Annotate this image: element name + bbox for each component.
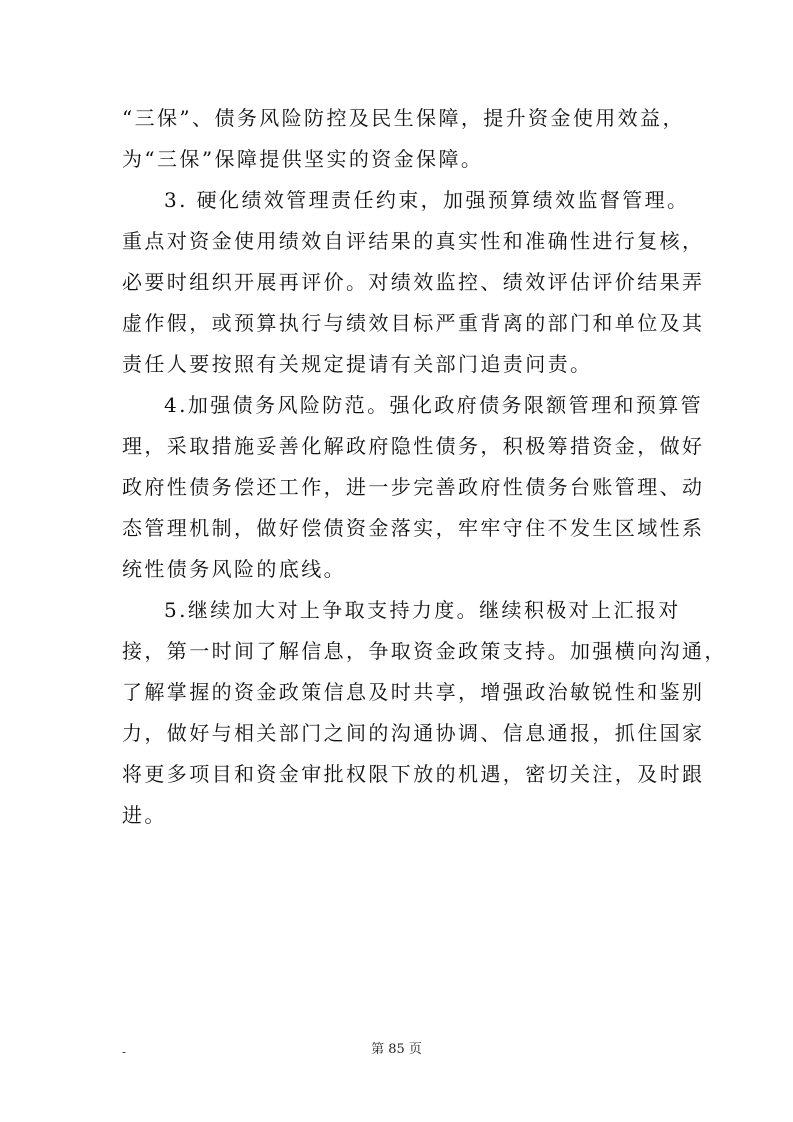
text-line: “三保”、债务风险防控及民生保障，提升资金使用效益， [122,106,685,130]
text-line: 必要时组织开展再评价。对绩效监控、绩效评估评价结果弄 [122,270,705,294]
section-3-heading-line: 3. 硬化绩效管理责任约束，加强预算绩效监督管理。 [164,188,690,212]
text-line: 进。 [122,803,167,827]
page-number: 第 85 页 [371,1042,422,1057]
text-line: 政府性债务偿还工作，进一步完善政府性债务台账管理、动 [122,475,705,499]
text-line: 力，做好与相关部门之间的沟通协调、信息通报，抓住国家 [122,721,705,745]
text-line: 为“三保”保障提供坚实的资金保障。 [122,147,484,171]
section-5-heading-line: 5.继续加大对上争取支持力度。继续积极对上汇报对 [164,598,681,622]
text-line: 了解掌握的资金政策信息及时共享，增强政治敏锐性和鉴别 [122,680,705,704]
text-line: 理，采取措施妥善化解政府隐性债务，积极筹措资金，做好 [122,434,705,458]
section-4-heading-line: 4.加强债务风险防范。强化政府债务限额管理和预算管 [164,393,704,417]
footer-dash: - [122,1045,127,1059]
text-line: 虚作假，或预算执行与绩效目标严重背离的部门和单位及其 [122,311,705,335]
text-line: 接，第一时间了解信息，争取资金政策支持。加强横向沟通， [122,639,727,663]
text-line: 将更多项目和资金审批权限下放的机遇，密切关注，及时跟 [122,762,705,786]
body-text [122,98,727,836]
text-line: 态管理机制，做好偿债资金落实，牢牢守住不发生区域性系 [122,516,705,540]
text-line: 重点对资金使用绩效自评结果的真实性和准确性进行复核， [122,229,705,253]
text-line: 统性债务风险的底线。 [122,557,346,581]
text-line: 责任人要按照有关规定提请有关部门追责问责。 [122,352,593,376]
